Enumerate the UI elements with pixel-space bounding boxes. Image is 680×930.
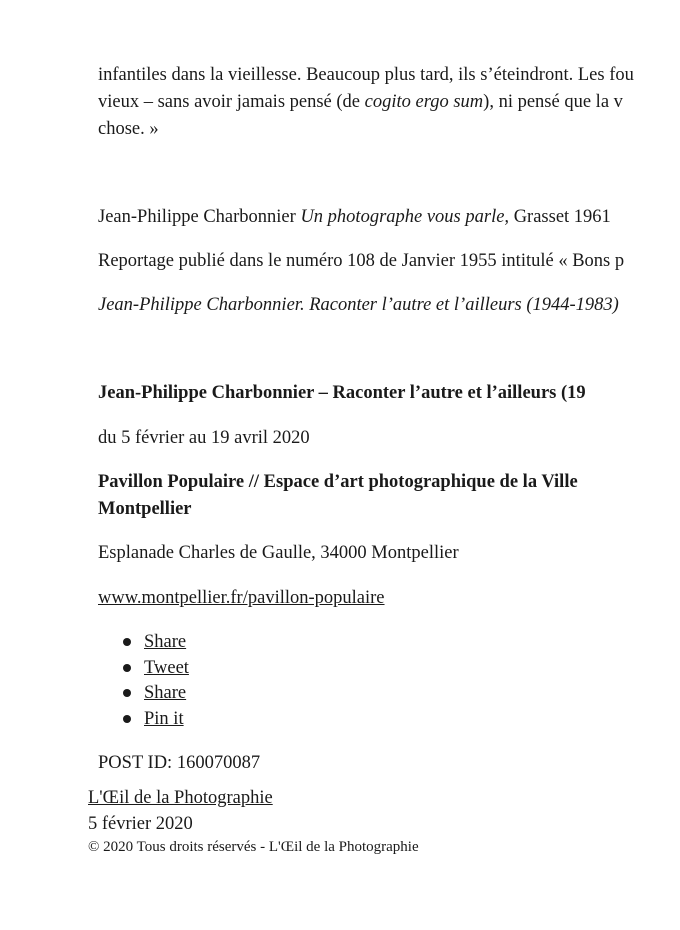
quote-line-1: infantiles dans la vieillesse. Beaucoup plus tard, ils s’éteindront. Les fou [98, 65, 634, 85]
site-name-link[interactable]: L'Œil de la Photographie [88, 788, 273, 808]
exhibition-title: Jean-Philippe Charbonnier – Raconter l’autre et l’ailleurs (19 [98, 383, 586, 403]
exhibition-dates: du 5 février au 19 avril 2020 [98, 428, 310, 448]
post-date: 5 février 2020 [88, 814, 193, 834]
share-item [98, 681, 189, 707]
reference-book-title: Un photographe vous parle, [300, 207, 510, 227]
reference-exhibition-catalog: Jean-Philippe Charbonnier. Raconter l’autre et l’ailleurs (1944-1983) [98, 295, 619, 315]
post-id: POST ID: 160070087 [98, 753, 261, 773]
share-linkedin-link[interactable]: Share [144, 683, 187, 703]
quote-line-3: chose. » [98, 119, 159, 139]
copyright-notice: © 2020 Tous droits réservés - L'Œil de la Photographie [88, 839, 419, 855]
reference-publisher: Grasset 1961 [509, 207, 611, 227]
quote-paragraph [98, 62, 634, 143]
reference-book [98, 204, 611, 231]
share-facebook-link[interactable]: Share [144, 632, 187, 652]
venue-line-1: Pavillon Populaire // Espace d’art photographique de la Ville [98, 472, 578, 492]
reference-author: Jean-Philippe Charbonnier [98, 207, 301, 227]
tweet-link[interactable]: Tweet [144, 657, 189, 678]
share-list [98, 630, 189, 732]
share-item [98, 707, 189, 733]
share-item [98, 656, 189, 682]
venue-line-2: Montpellier [98, 499, 192, 519]
share-item [98, 630, 189, 656]
reference-report: Reportage publié dans le numéro 108 de Janvier 1955 intitulé « Bons p [98, 251, 625, 271]
venue-website-link[interactable]: www.montpellier.fr/pavillon-populaire [98, 588, 385, 608]
exhibition-venue [98, 469, 578, 523]
quote-emphasis: cogito ergo sum [364, 92, 484, 112]
quote-line-2: vieux – sans avoir jamais pensé (de cogito ergo sum), ni pensé que la v [98, 92, 623, 112]
exhibition-address: Esplanade Charles de Gaulle, 34000 Montpellier [98, 543, 459, 563]
pin-it-link[interactable]: Pin it [144, 708, 184, 729]
